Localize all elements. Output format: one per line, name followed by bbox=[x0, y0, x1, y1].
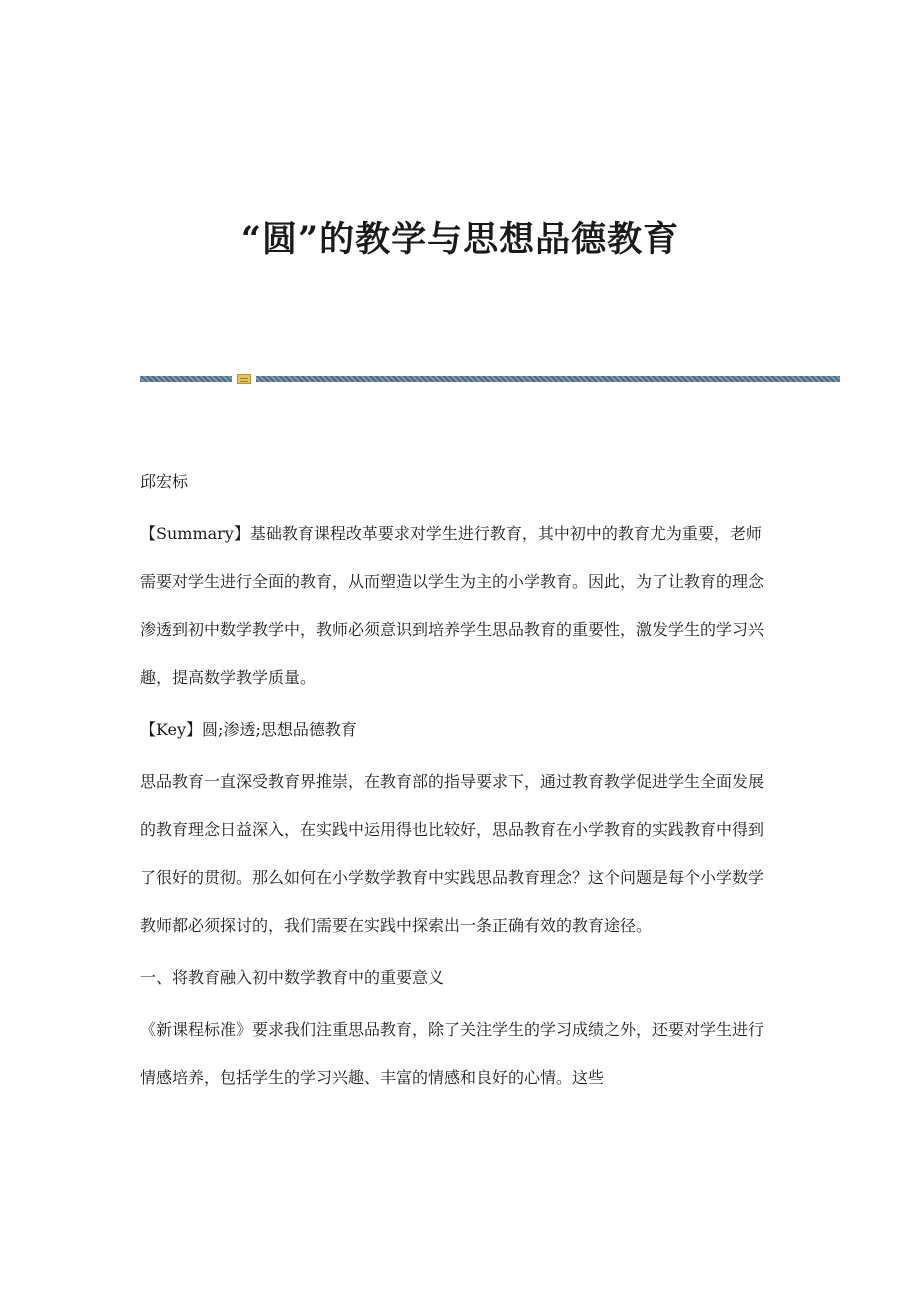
section-heading: 一、将教育融入初中数学教育中的重要意义 bbox=[140, 968, 445, 987]
intro-paragraph: 思品教育一直深受教育界推崇，在教育部的指导要求下，通过教育教学促进学生全面发展的教育理念日益深入，在实践中运用得也比较好，思品教育在小学教育的实践教育中得到了很好的贯彻。那么如何在小学数学教育中实践思品教育理念？这个问题是每个小学数学教师都必须探讨的，我们需要在实践中探索出一条正确有效的教育途径。 bbox=[140, 772, 765, 935]
divider-bar-right bbox=[256, 376, 840, 382]
section-paragraph: 《新课程标准》要求我们注重思品教育，除了关注学生的学习成绩之外，还要对学生进行情感培养，包括学生的学习兴趣、丰富的情感和良好的心情。这些 bbox=[140, 1020, 765, 1087]
keywords-text: 圆;渗透;思想品德教育 bbox=[202, 720, 357, 739]
keywords-label: 【Key】 bbox=[140, 720, 203, 739]
summary-label: 【Summary】 bbox=[140, 524, 250, 543]
summary-paragraph bbox=[140, 510, 770, 702]
divider-ornament-icon bbox=[237, 374, 251, 384]
author-line: 邱宏标 bbox=[140, 472, 189, 491]
document-body bbox=[140, 458, 770, 1106]
keywords-paragraph bbox=[140, 706, 770, 754]
title-divider bbox=[140, 374, 840, 384]
document-title: “圆”的教学与思想品德教育 bbox=[240, 219, 680, 260]
summary-text: 基础教育课程改革要求对学生进行教育，其中初中的教育尤为重要，老师需要对学生进行全面的教育，从而塑造以学生为主的小学教育。因此，为了让教育的理念渗透到初中数学教学中，教师必须意识到培养学生思品教育的重要性，激发学生的学习兴趣，提高数学教学质量。 bbox=[140, 524, 765, 687]
divider-bar-left bbox=[140, 376, 232, 382]
